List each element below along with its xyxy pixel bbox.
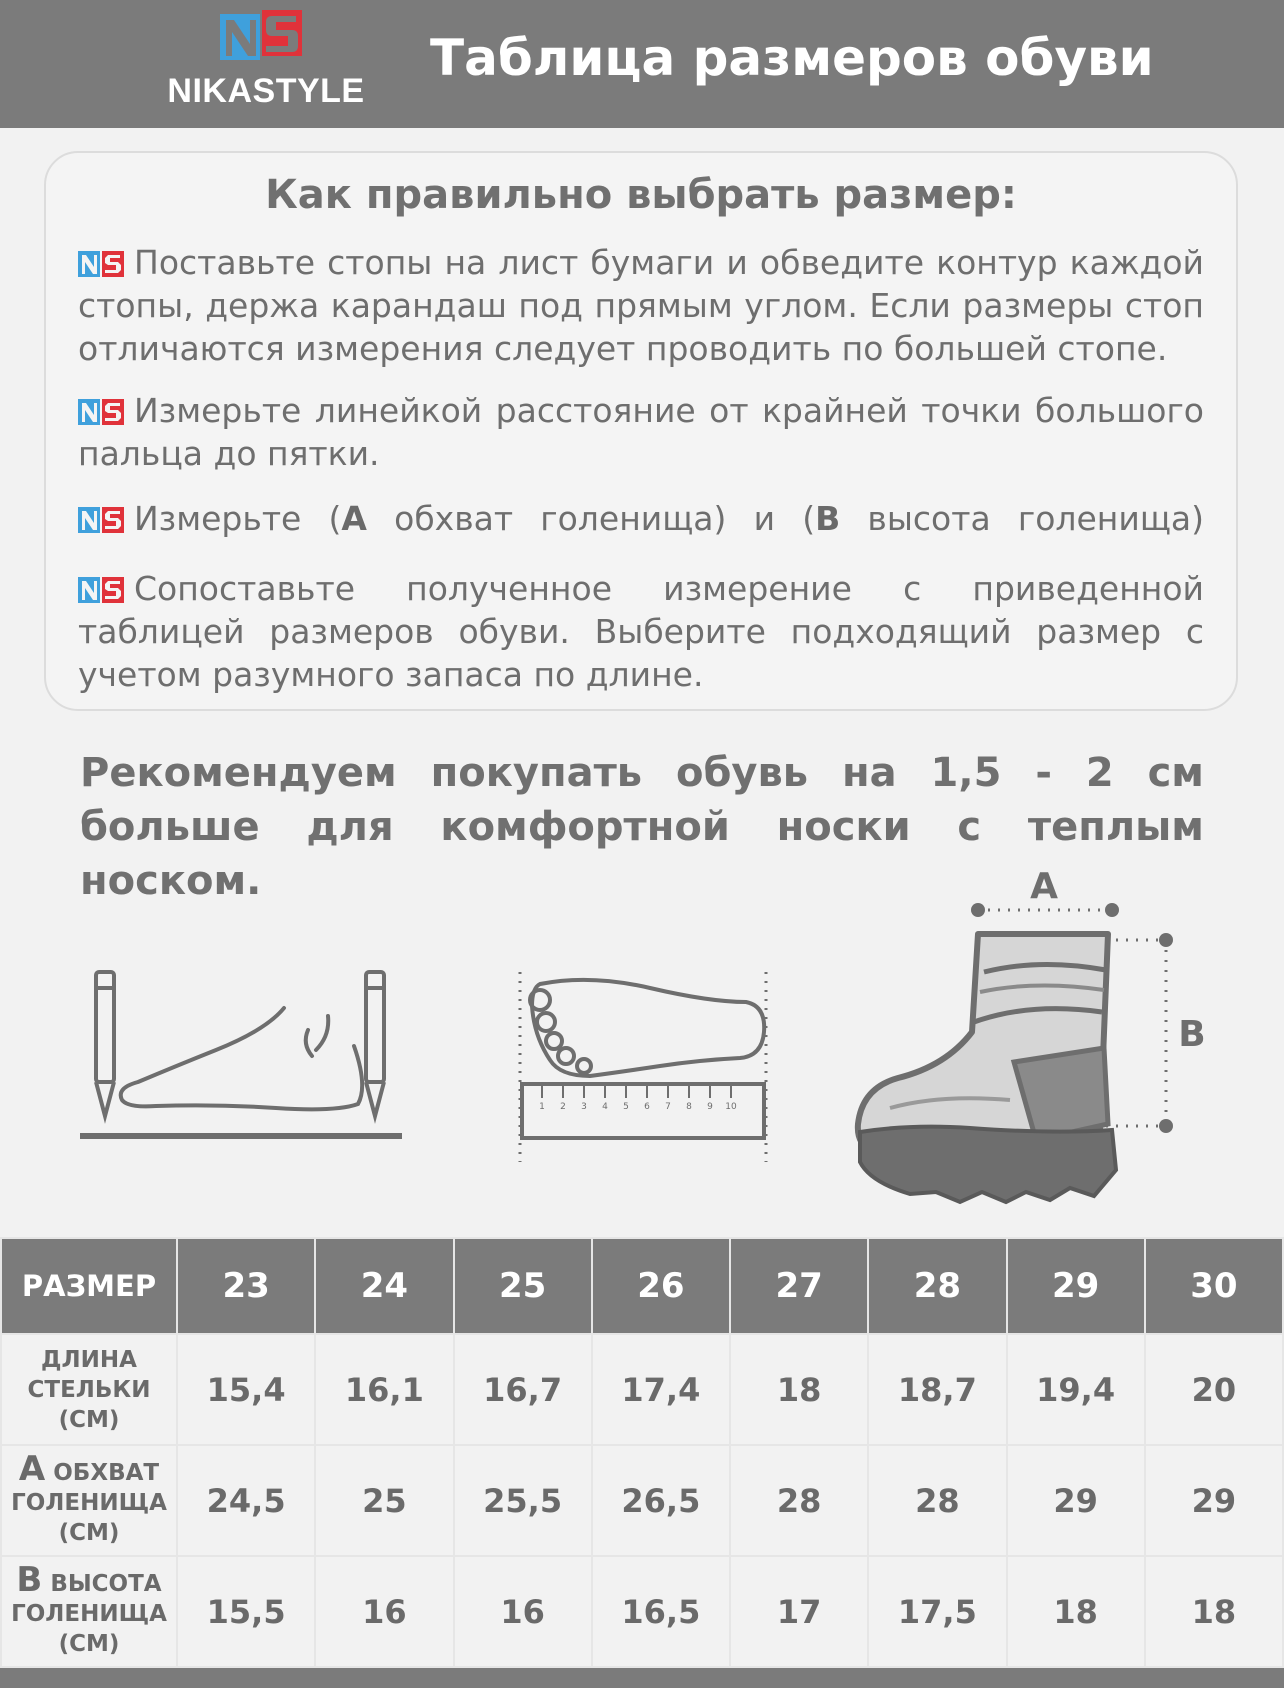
table-cell: 17 [730, 1556, 868, 1667]
table-cell: 29 [1145, 1445, 1283, 1556]
boot-illustration [850, 862, 1210, 1224]
row-label-shaft-girth [1, 1445, 177, 1556]
table-cell: 16 [454, 1556, 592, 1667]
ruler-tick-label: 4 [602, 1102, 608, 1112]
header-size-cell: 23 [177, 1238, 315, 1334]
header-size-cell: 26 [592, 1238, 730, 1334]
header-size-cell: 29 [1007, 1238, 1145, 1334]
instruction-step-3-b: B [815, 499, 841, 538]
table-cell: 19,4 [1007, 1334, 1145, 1445]
header-size-cell: 24 [315, 1238, 453, 1334]
table-cell: 17,4 [592, 1334, 730, 1445]
ruler-tick-label: 10 [725, 1102, 737, 1112]
header-size-cell: 27 [730, 1238, 868, 1334]
table-cell: 29 [1007, 1445, 1145, 1556]
row-label-line: (СМ) [58, 1630, 120, 1657]
table-cell: 16,5 [592, 1556, 730, 1667]
instruction-step-3-suffix: высота голенища) [840, 499, 1204, 538]
pencil-left-icon [96, 972, 114, 1116]
table-cell: 28 [868, 1445, 1006, 1556]
table-cell: 18 [1145, 1556, 1283, 1667]
foot-outline-icon [121, 1008, 362, 1109]
instruction-step-3-middle: обхват голенища) и ( [366, 499, 816, 538]
header-size-cell: 25 [454, 1238, 592, 1334]
row-label-line: ГОЛЕНИЩА [11, 1600, 167, 1627]
size-table [0, 1237, 1284, 1668]
ruler-tick-label: 2 [560, 1102, 566, 1112]
instruction-step-4 [78, 567, 1204, 696]
instruction-step-4-text: Сопоставьте полученное измерение с приведенной таблицей размеров обуви. Выберите подходящий размер с учетом разумного запаса по длине. [78, 569, 1204, 694]
ruler-tick-label: 1 [539, 1102, 545, 1112]
row-label-insole-length [1, 1334, 177, 1445]
table-row-insole-length [1, 1334, 1283, 1445]
instructions-card [44, 151, 1238, 711]
table-cell: 18 [730, 1334, 868, 1445]
row-label-line: (СМ) [58, 1519, 120, 1546]
table-cell: 16 [315, 1556, 453, 1667]
table-header-row [1, 1238, 1283, 1334]
table-cell: 17,5 [868, 1556, 1006, 1667]
row-label-letter: B [16, 1559, 43, 1600]
table-cell: 15,4 [177, 1334, 315, 1445]
row-label-line: ВЫСОТА [50, 1570, 162, 1597]
table-cell: 20 [1145, 1334, 1283, 1445]
instruction-step-2 [78, 389, 1204, 475]
row-label-line: СТЕЛЬКИ [27, 1376, 151, 1403]
header-size-label: РАЗМЕР [1, 1238, 177, 1334]
header-size-cell: 28 [868, 1238, 1006, 1334]
row-label-line: (СМ) [58, 1406, 120, 1433]
ruler-tick-label: 6 [644, 1102, 650, 1112]
page-title: Таблица размеров обуви [430, 29, 1154, 87]
footprint-icon [530, 980, 764, 1076]
ruler-tick-label: 9 [707, 1102, 713, 1112]
ruler-tick-label: 3 [581, 1102, 587, 1112]
boot-icon [858, 934, 1116, 1202]
instructions-title: Как правильно выбрать размер: [265, 172, 1017, 218]
row-label-line: ГОЛЕНИЩА [11, 1489, 167, 1516]
instruction-step-1-text: Поставьте стопы на лист бумаги и обведите контур каждой стопы, держа карандаш под прямым углом. Если размеры стоп отличаются измерения следует проводить по большей стопе. [78, 243, 1204, 368]
foot-ruler-illustration [510, 966, 780, 1166]
table-cell: 25,5 [454, 1445, 592, 1556]
ns-logo-icon [220, 10, 304, 62]
ruler-tick-label: 8 [686, 1102, 692, 1112]
footer-bar [0, 1668, 1284, 1688]
label-b: B [1178, 1014, 1206, 1055]
table-cell: 25 [315, 1445, 453, 1556]
table-row-shaft-height [1, 1556, 1283, 1667]
label-a: A [1030, 866, 1058, 907]
ns-bullet-icon [78, 399, 124, 425]
instruction-step-3 [78, 497, 1204, 540]
pencil-right-icon [366, 972, 384, 1116]
instruction-step-2-text: Измерьте линейкой расстояние от крайней точки большого пальца до пятки. [78, 391, 1204, 473]
row-label-line: ОБХВАТ [53, 1459, 160, 1486]
ns-bullet-icon [78, 507, 124, 533]
recommendation-line-2: больше для комфортной носки с теплым носком. [80, 804, 1204, 904]
ruler-tick-label: 5 [623, 1102, 629, 1112]
table-cell: 24,5 [177, 1445, 315, 1556]
instruction-step-3-prefix: Измерьте ( [134, 499, 342, 538]
row-label-line: ДЛИНА [41, 1346, 137, 1373]
table-cell: 18 [1007, 1556, 1145, 1667]
ruler-icon [522, 1084, 764, 1138]
table-cell: 18,7 [868, 1334, 1006, 1445]
row-label-letter: A [18, 1448, 46, 1489]
instruction-step-1 [78, 241, 1204, 370]
brand-name: NIKASTYLE [167, 72, 365, 110]
table-cell: 16,1 [315, 1334, 453, 1445]
table-cell: 26,5 [592, 1445, 730, 1556]
ns-bullet-icon [78, 577, 124, 603]
table-row-shaft-girth [1, 1445, 1283, 1556]
table-cell: 16,7 [454, 1334, 592, 1445]
header-size-cell: 30 [1145, 1238, 1283, 1334]
table-cell: 15,5 [177, 1556, 315, 1667]
page-header [0, 0, 1284, 128]
foot-tracing-illustration [76, 966, 406, 1144]
instruction-step-3-a: A [341, 499, 367, 538]
row-label-shaft-height [1, 1556, 177, 1667]
brand-logo [160, 10, 372, 115]
table-cell: 28 [730, 1445, 868, 1556]
measure-b-line [1106, 933, 1173, 1133]
ruler-tick-label: 7 [665, 1102, 671, 1112]
ns-bullet-icon [78, 251, 124, 277]
recommendation-line-1: Рекомендуем покупать обувь на 1,5 - 2 см [80, 750, 1204, 796]
